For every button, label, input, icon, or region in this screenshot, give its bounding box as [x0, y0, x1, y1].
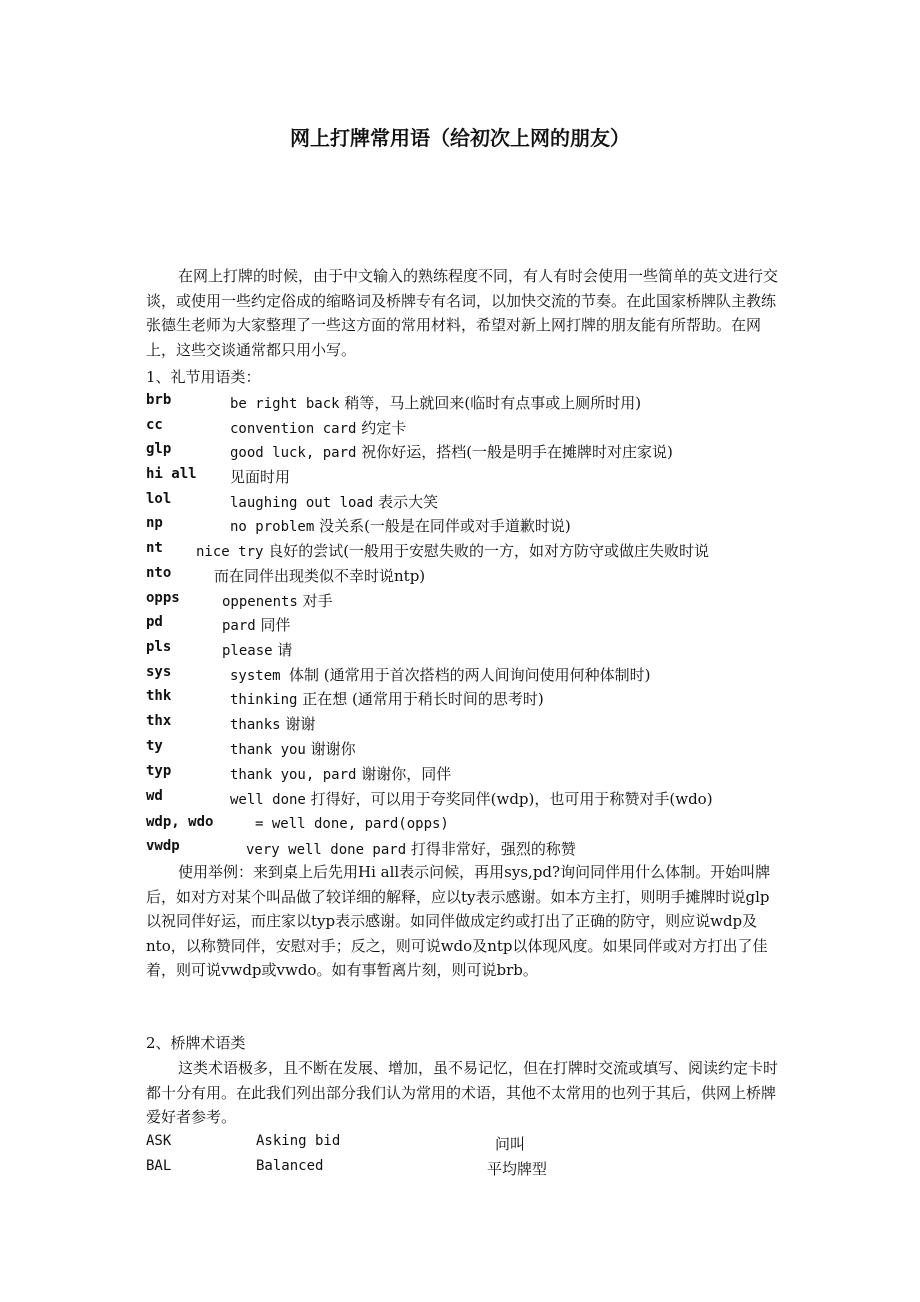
bridge-term-english: Asking bid [256, 1133, 341, 1149]
term-chinese: 正在想 (通常用于稍长时间的思考时) [297, 690, 544, 708]
term-english: thanks [230, 717, 281, 733]
term-english: convention card [230, 421, 357, 437]
term-description [246, 838, 576, 859]
term-english: good luck, pard [230, 445, 357, 461]
term-description [230, 763, 451, 784]
term-english: oppenents [222, 594, 298, 610]
term-description [196, 540, 709, 561]
term-english: please [222, 643, 273, 659]
term-english: thank you, pard [230, 767, 357, 783]
term-abbr: sys [146, 664, 172, 680]
term-chinese: 请 [272, 641, 293, 659]
term-english: nice try [196, 544, 264, 560]
term-chinese: 约定卡 [356, 419, 407, 437]
term-chinese: 祝你好运，搭档(一般是明手在摊牌时对庄家说) [356, 443, 673, 461]
term-abbr: vwdp [146, 838, 180, 854]
term-abbr: ty [146, 738, 163, 754]
term-abbr: wd [146, 788, 163, 804]
term-chinese: 谢谢你，同伴 [356, 765, 452, 783]
usage-example-paragraph: 使用举例：来到桌上后先用Hi all表示问候，再用sys,pd?询问同伴用什么体制。开始叫牌后，如对方对某个叫品做了较详细的解释，应以ty表示感谢。如本方主打，则明手摊牌时说glp以祝同伴好运，而庄家以typ表示感谢。如同伴做成定约或打出了正确的防守，则应说wdp及nto，以称赞同伴，安慰对手；反之，则可说wdo及ntp以体现风度。如果同伴或对方打出了佳着，则可说vwdp或vwdo。如有事暂离片刻，则可说brb。 [146, 863, 771, 980]
term-description [230, 788, 713, 809]
term-chinese: 见面时用 [230, 468, 291, 486]
term-chinese: 谢谢 [280, 715, 316, 733]
bridge-term-english: Balanced [256, 1158, 324, 1174]
term-english: pard [222, 618, 256, 634]
term-description [222, 639, 292, 660]
term-description [230, 417, 406, 438]
term-abbr: cc [146, 417, 163, 433]
term-description [230, 441, 673, 462]
term-chinese: 而在同伴出现类似不幸时说ntp) [214, 567, 426, 585]
term-description [214, 565, 425, 586]
term-description [230, 664, 651, 685]
term-chinese: 同伴 [255, 616, 291, 634]
term-abbr: pd [146, 614, 163, 630]
term-chinese: 没关系(一般是在同伴或对手道歉时说) [314, 517, 571, 535]
term-chinese: 谢谢你 [305, 740, 356, 758]
term-chinese: 良好的尝试(一般用于安慰失败的一方，如对方防守或做庄失败时说 [263, 542, 710, 560]
bridge-term-chinese: 平均牌型 [487, 1160, 548, 1178]
term-description [222, 590, 333, 611]
term-chinese: 打得非常好，强烈的称赞 [406, 840, 576, 858]
term-description [230, 688, 544, 709]
term-english: system [230, 668, 290, 684]
term-chinese: 稍等，马上就回来(临时有点事或上厕所时用) [339, 394, 642, 412]
term-english: thinking [230, 692, 298, 708]
term-chinese: 体制 (通常用于首次搭档的两人间询问使用何种体制时) [289, 666, 651, 684]
term-chinese: 打得好，可以用于夸奖同伴(wdp)，也可用于称赞对手(wdo) [305, 790, 713, 808]
term-description [222, 614, 291, 635]
term-abbr: hi all [146, 466, 197, 482]
term-chinese: 表示大笑 [373, 493, 439, 511]
term-english: very well done pard [246, 842, 407, 858]
term-description [230, 515, 571, 536]
bridge-term-abbr: BAL [146, 1158, 172, 1174]
section1-heading: 1、礼节用语类： [146, 368, 261, 386]
term-chinese: 对手 [297, 592, 333, 610]
term-english: no problem [230, 519, 315, 535]
term-abbr: np [146, 515, 163, 531]
term-abbr: nto [146, 565, 172, 581]
term-english: well done [230, 792, 306, 808]
term-abbr: lol [146, 491, 172, 507]
term-abbr: glp [146, 441, 172, 457]
section2-intro-paragraph: 这类术语极多，且不断在发展、增加，虽不易记忆，但在打牌时交流或填写、阅读约定卡时都十分有用。在此我们列出部分我们认为常用的术语，其他不太常用的也列于其后，供网上桥牌爱好者参考。 [146, 1059, 779, 1127]
term-abbr: pls [146, 639, 172, 655]
term-english: = well done, pard(opps) [255, 816, 449, 832]
term-abbr: thk [146, 688, 172, 704]
term-abbr: opps [146, 590, 180, 606]
bridge-term-chinese: 问叫 [495, 1135, 526, 1153]
term-description [230, 491, 438, 512]
term-abbr: nt [146, 540, 163, 556]
term-abbr: typ [146, 763, 172, 779]
bridge-term-abbr: ASK [146, 1133, 172, 1149]
intro-paragraph: 在网上打牌的时候，由于中文输入的熟练程度不同，有人有时会使用一些简单的英文进行交谈，或使用一些约定俗成的缩略词及桥牌专有名词，以加快交流的节奏。在此国家桥牌队主教练张德生老师为大家整理了一些这方面的常用材料，希望对新上网打牌的朋友能有所帮助。在网上，这些交谈通常都只用小写。 [146, 267, 779, 359]
section2-heading: 2、桥牌术语类 [146, 1034, 246, 1052]
term-english: be right back [230, 396, 340, 412]
term-description [230, 738, 356, 759]
term-english: laughing out load [230, 495, 374, 511]
term-abbr: wdp, wdo [146, 814, 214, 830]
term-description [230, 392, 641, 413]
term-abbr: thx [146, 713, 172, 729]
term-description [255, 814, 449, 832]
term-description [230, 713, 315, 734]
term-english: thank you [230, 742, 306, 758]
term-abbr: brb [146, 392, 172, 408]
page-title: 网上打牌常用语（给初次上网的朋友） [290, 126, 630, 150]
term-description [230, 466, 290, 487]
